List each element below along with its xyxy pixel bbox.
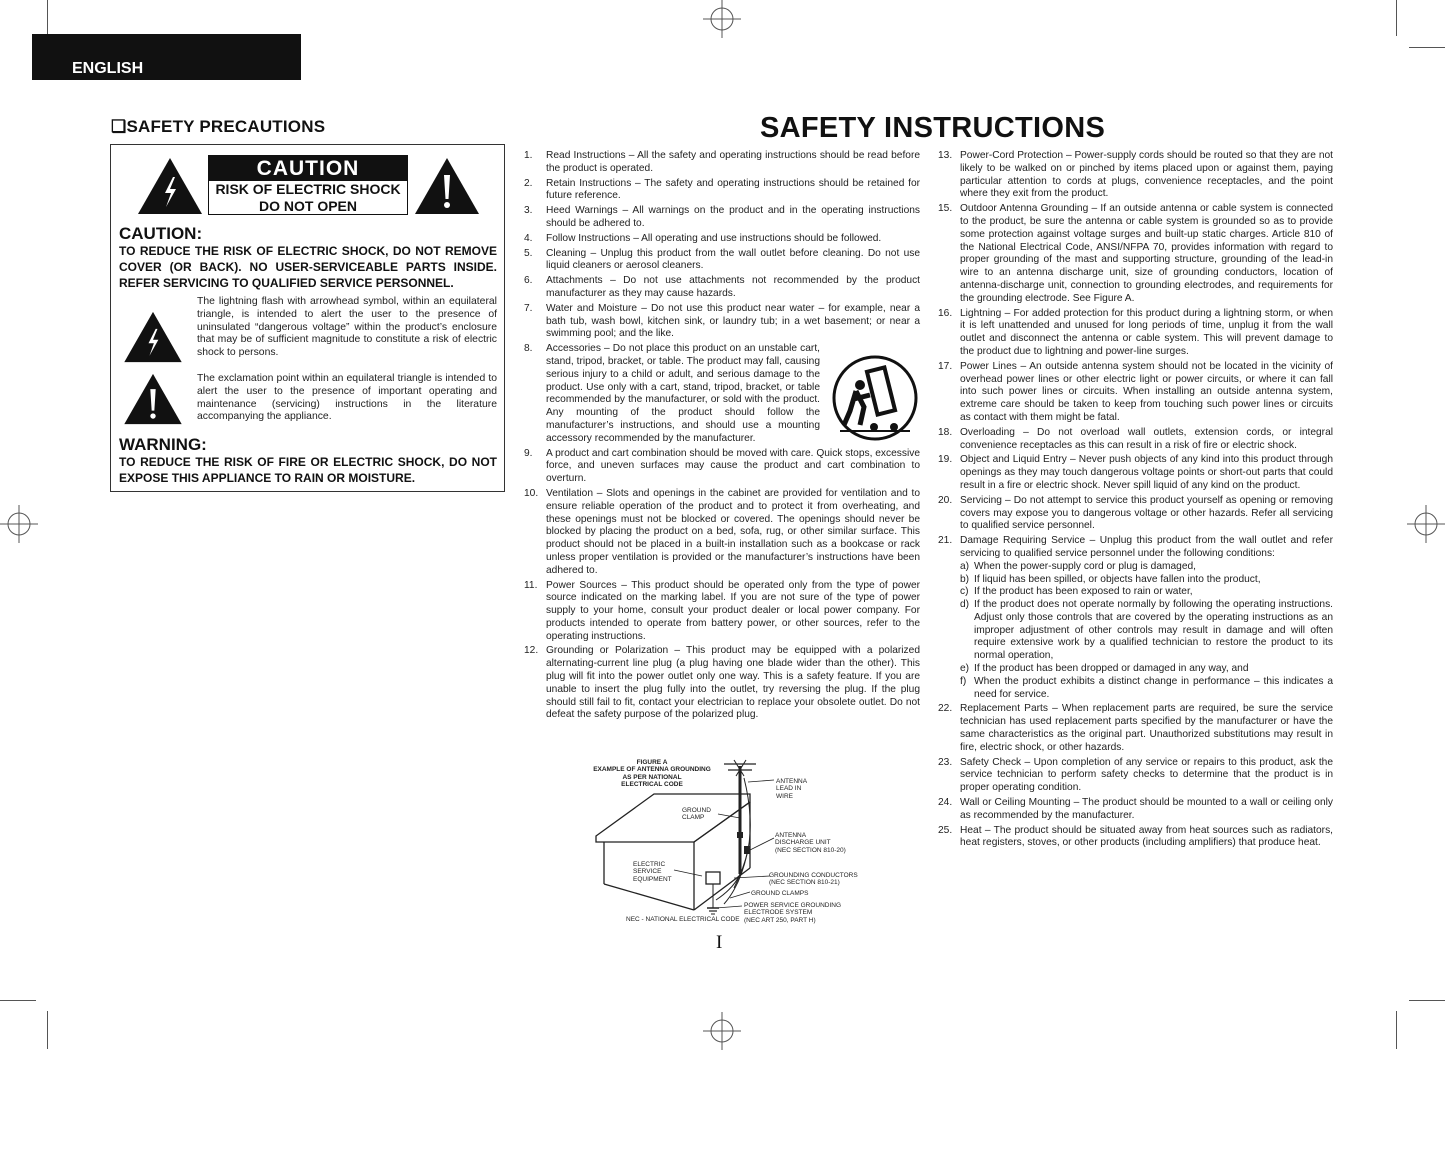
list-item bbox=[938, 757, 1333, 795]
list-number: 15. bbox=[938, 203, 953, 215]
list-text: Wall or Ceiling Mounting – The product should be mounted to a wall or ceiling only as recommended by the manufacturer. bbox=[960, 797, 1333, 821]
registration-mark bbox=[0, 505, 38, 543]
list-number: 13. bbox=[938, 150, 953, 161]
list-text: Power Lines – An outside antenna system should not be located in the vicinity of overhead power lines or other electric light or power circuits, or where it can fall into such power lines or circuits. When installing an outside antenna system, extreme care should be taken to keep from touching such power lines or circuits as contact with them might be fatal. bbox=[960, 360, 1333, 423]
list-text: Retain Instructions – The safety and operating instructions should be retained for future reference. bbox=[546, 177, 920, 202]
list-text: Overloading – Do not overload wall outlets, extension cords, or integral convenience receptacles as this can result in a risk of fire or electric shock. bbox=[960, 426, 1333, 451]
crop-mark bbox=[1396, 0, 1397, 36]
list-item bbox=[524, 275, 920, 301]
list-number: 19. bbox=[938, 454, 953, 466]
list-number: 18. bbox=[938, 426, 953, 438]
list-text: Heat – The product should be situated away from heat sources such as radiators, heat registers, stoves, or other products (including amplifiers) that produce heat. bbox=[960, 824, 1333, 849]
list-item bbox=[524, 205, 920, 231]
list-text: If the product does not operate normally by following the operating instructions. Adjust only those controls that are covered by the operating instructions as an improper adjustment of other controls may result in damage and will often require extensive work by a qualified technician to restore the product to its normal operation, bbox=[974, 599, 1333, 662]
instructions-column-right bbox=[938, 150, 1333, 852]
list-item bbox=[938, 361, 1333, 425]
list-number: a) bbox=[960, 560, 970, 572]
caution-text: TO REDUCE THE RISK OF ELECTRIC SHOCK, DO NOT REMOVE COVER (OR BACK). NO USER-SERVICEABLE PARTS INSIDE. REFER SERVICING TO QUALIFIED SERVICE PERSONNEL. bbox=[119, 244, 497, 290]
list-text: Accessories – Do not place this product on an unstable cart, stand, tripod, bracket, or table. The product may fall, causing serious injury to a child or adult, and serious damage to the product. Use only with a cart, stand, tripod, bracket, or table recommended by the manufacturer, or sold with the product. Any mounting of the product should follow the manufacturer’s instructions, and should use a mounting accessory recommended by the manufacturer. bbox=[546, 343, 820, 444]
list-number: 20. bbox=[938, 494, 953, 506]
registration-mark bbox=[703, 0, 741, 38]
condition-item bbox=[960, 574, 1333, 587]
electric-service-label: ELECTRIC SERVICE EQUIPMENT bbox=[633, 861, 672, 883]
registration-mark bbox=[703, 1012, 741, 1050]
list-text: Power Sources – This product should be operated only from the type of power source indicated on the marking label. If you are not sure of the type of power supply to your home, consult your product dealer or local power company. For products intended to operate from battery power, or other sources, refer to the operating instructions. bbox=[546, 579, 920, 642]
list-item bbox=[938, 825, 1333, 851]
list-text: Cleaning – Unplug this product from the wall outlet before cleaning. Do not use liquid cleaners or aerosol cleaners. bbox=[546, 247, 920, 272]
list-item bbox=[524, 343, 920, 445]
list-number: 9. bbox=[524, 447, 533, 459]
warning-heading: WARNING: bbox=[119, 435, 207, 454]
list-item bbox=[524, 645, 920, 722]
language-tab bbox=[32, 34, 301, 80]
lightning-symbol-icon bbox=[123, 311, 183, 363]
list-number: 2. bbox=[524, 177, 533, 189]
antenna-grounding-figure bbox=[584, 758, 884, 930]
list-text: A product and cart combination should be moved with care. Quick stops, excessive force, and uneven surfaces may cause the product and cart combination to overturn. bbox=[546, 447, 920, 485]
warning-text: TO REDUCE THE RISK OF FIRE OR ELECTRIC SHOCK, DO NOT EXPOSE THIS APPLIANCE TO RAIN OR MOISTURE. bbox=[119, 455, 497, 485]
list-item bbox=[938, 495, 1333, 533]
list-number: 8. bbox=[524, 343, 533, 355]
list-number: 7. bbox=[524, 302, 533, 314]
list-text: If liquid has been spilled, or objects have fallen into the product, bbox=[974, 573, 1261, 585]
crop-mark bbox=[47, 1011, 48, 1049]
lightning-warning-icon bbox=[137, 157, 203, 215]
list-item bbox=[524, 580, 920, 644]
list-item bbox=[524, 178, 920, 204]
list-text: Read Instructions – All the safety and operating instructions should be read before the product is operated. bbox=[546, 150, 920, 174]
list-number: 12. bbox=[524, 645, 539, 657]
exclamation-symbol-icon bbox=[123, 373, 183, 425]
cart-warning-icon bbox=[830, 355, 920, 441]
list-text: Follow Instructions – All operating and use instructions should be followed. bbox=[546, 232, 882, 244]
crop-mark bbox=[1409, 1000, 1445, 1001]
grounding-conductors-label: GROUNDING CONDUCTORS (NEC SECTION 810-21) bbox=[769, 872, 858, 887]
list-text: Damage Requiring Service – Unplug this product from the wall outlet and refer servicing to qualified service personnel under the following conditions: bbox=[960, 535, 1333, 559]
safety-instructions-title: SAFETY INSTRUCTIONS bbox=[760, 112, 1106, 144]
list-number: 16. bbox=[938, 307, 953, 319]
language-label: ENGLISH bbox=[72, 60, 144, 77]
antenna-lead-label: ANTENNA LEAD IN WIRE bbox=[776, 778, 808, 800]
caution-label bbox=[208, 155, 408, 215]
list-text: Grounding or Polarization – This product may be equipped with a polarized alternating-current line plug (a plug having one blade wider than the other). This plug will fit into the power outlet only one way. This is a safety feature. If you are unable to insert the plug fully into the outlet, try reversing the plug. If the plug should still fail to fit, contact your electrician to replace your obsolete outlet. Do not defeat the safety purpose of the polarized plug. bbox=[546, 645, 920, 721]
list-text: Heed Warnings – All warnings on the product and in the operating instructions should be adhered to. bbox=[546, 205, 920, 229]
list-text: Water and Moisture – Do not use this product near water – for example, near a bath tub, wash bowl, kitchen sink, or laundry tub; in a wet basement; or near a swimming pool; and the like. bbox=[546, 302, 920, 340]
safety-precautions-box bbox=[110, 144, 505, 492]
list-text: Servicing – Do not attempt to service this product yourself as opening or removing covers may expose you to dangerous voltage or other hazards. Refer all servicing to qualified service personnel. bbox=[960, 494, 1333, 532]
list-number: 11. bbox=[524, 579, 538, 591]
list-item bbox=[938, 308, 1333, 359]
list-item bbox=[938, 535, 1333, 701]
list-number: 17. bbox=[938, 360, 953, 372]
list-number: 23. bbox=[938, 756, 953, 768]
list-item bbox=[938, 427, 1333, 453]
list-item bbox=[938, 203, 1333, 305]
list-item bbox=[524, 303, 920, 341]
list-text: Lightning – For added protection for this product during a lightning storm, or when it is left unattended and unused for long periods of time, unplug it from the wall outlet and disconnect the antenna or cable system. This will prevent damage to the product due to lightning and power-line surges. bbox=[960, 307, 1333, 357]
list-number: 25. bbox=[938, 824, 953, 836]
exclamation-warning-icon bbox=[414, 157, 480, 215]
registration-mark bbox=[1407, 505, 1445, 543]
list-number: b) bbox=[960, 573, 970, 585]
caution-label-line1: RISK OF ELECTRIC SHOCK bbox=[215, 181, 401, 197]
list-item bbox=[524, 248, 920, 274]
list-number: 3. bbox=[524, 205, 533, 217]
list-text: Object and Liquid Entry – Never push objects of any kind into this product through openings as they may touch dangerous voltage points or short-out parts that could result in a fire or electric shock. Never spill liquid of any kind on the product. bbox=[960, 454, 1333, 491]
crop-mark bbox=[1409, 47, 1445, 48]
list-text: When the power-supply cord or plug is damaged, bbox=[974, 560, 1196, 572]
ground-clamps-label: GROUND CLAMPS bbox=[751, 890, 809, 897]
ground-clamp-label: GROUND CLAMP bbox=[682, 807, 711, 822]
list-text: If the product has been exposed to rain or water, bbox=[974, 586, 1193, 598]
condition-item bbox=[960, 586, 1333, 599]
list-number: c) bbox=[960, 586, 969, 598]
list-number: 4. bbox=[524, 232, 533, 244]
list-text: If the product has been dropped or damaged in any way, and bbox=[974, 663, 1249, 675]
list-number: 22. bbox=[938, 703, 953, 715]
condition-item bbox=[960, 663, 1333, 676]
list-text: Safety Check – Upon completion of any service or repairs to this product, ask the service technician to perform safety checks to determine that the product is in proper operating condition. bbox=[960, 756, 1333, 794]
crop-mark bbox=[1396, 1011, 1397, 1049]
list-item bbox=[524, 150, 920, 176]
list-number: 1. bbox=[524, 150, 533, 161]
lightning-symbol-description: The lightning flash with arrowhead symbol, within an equilateral triangle, is intended to alert the user to the presence of uninsulated “dangerous voltage” within the product’s enclosure that may be of sufficient magnitude to constitute a risk of electric shock to persons. bbox=[197, 296, 497, 359]
safety-precautions-title: ❑SAFETY PRECAUTIONS bbox=[111, 117, 326, 136]
instructions-column-middle bbox=[524, 150, 920, 724]
discharge-unit-label: ANTENNA DISCHARGE UNIT (NEC SECTION 810-20) bbox=[775, 832, 846, 854]
list-number: 24. bbox=[938, 797, 953, 809]
list-number: d) bbox=[960, 599, 970, 611]
crop-mark bbox=[0, 1000, 36, 1001]
caution-heading: CAUTION: bbox=[119, 224, 203, 243]
condition-item bbox=[960, 561, 1333, 574]
caution-label-line2: DO NOT OPEN bbox=[258, 198, 357, 214]
list-number: e) bbox=[960, 663, 970, 675]
list-item bbox=[938, 150, 1333, 201]
caution-label-heading: CAUTION bbox=[209, 156, 407, 181]
list-number: 6. bbox=[524, 275, 533, 287]
nec-label: NEC - NATIONAL ELECTRICAL CODE bbox=[626, 916, 740, 923]
list-item bbox=[938, 797, 1333, 823]
list-number: 21. bbox=[938, 535, 953, 547]
crop-mark bbox=[47, 0, 48, 36]
list-text: Outdoor Antenna Grounding – If an outside antenna or cable system is connected to the product, be sure the antenna or cable system is grounded so as to provide some protection against voltage surges and built-up static charges. Article 810 of the National Electrical Code, ANSI/NFPA 70, provides information with regard to proper grounding of the mast and supporting structure, grounding of the lead-in wire to an antenna discharge unit, size of grounding conductors, location of antenna-discharge unit, connection to grounding electrodes, and requirements for the grounding electrode. See Figure A. bbox=[960, 203, 1333, 304]
list-item bbox=[524, 233, 920, 246]
list-item bbox=[524, 448, 920, 486]
exclamation-symbol-description: The exclamation point within an equilateral triangle is intended to alert the user to the presence of important operating and maintenance (servicing) instructions in the literature accompanying the appliance. bbox=[197, 373, 497, 423]
list-item bbox=[524, 488, 920, 578]
condition-item bbox=[960, 676, 1333, 702]
figure-a-title: FIGURE A EXAMPLE OF ANTENNA GROUNDING AS PER NATIONAL ELECTRICAL CODE bbox=[593, 759, 711, 789]
list-text: Replacement Parts – When replacement parts are required, be sure the service technician has used replacement parts specified by the manufacturer or have the same characteristics as the original part. Unauthorized substitutions may result in fire, electric shock, or other hazards. bbox=[960, 703, 1333, 753]
page-number: I bbox=[716, 932, 723, 953]
list-item bbox=[938, 703, 1333, 754]
list-number: f) bbox=[960, 675, 967, 687]
condition-item bbox=[960, 599, 1333, 663]
list-number: 10. bbox=[524, 487, 539, 499]
list-text: Power-Cord Protection – Power-supply cords should be routed so that they are not likely to be walked on or pinched by items placed upon or against them, paying particular attention to cords at plugs, convenience receptacles, and the point where they exit from the product. bbox=[960, 150, 1333, 200]
power-service-label: POWER SERVICE GROUNDING ELECTRODE SYSTEM (NEC ART 250, PART H) bbox=[744, 902, 842, 924]
list-text: Ventilation – Slots and openings in the cabinet are provided for ventilation and to ensure reliable operation of the product and to protect it from overheating, and these openings must not be blocked or covered. The openings should never be blocked by placing the product on a bed, sofa, rug, or other similar surface. This product should not be placed in a built-in installation such as a bookcase or rack unless proper ventilation is provided or the manufacturer’s instructions have been adhered to. bbox=[546, 487, 920, 576]
list-text: Attachments – Do not use attachments not recommended by the product manufacturer as they may cause hazards. bbox=[546, 275, 920, 299]
list-text: When the product exhibits a distinct change in performance – this indicates a need for service. bbox=[974, 675, 1333, 700]
list-item bbox=[938, 454, 1333, 492]
list-number: 5. bbox=[524, 247, 533, 259]
